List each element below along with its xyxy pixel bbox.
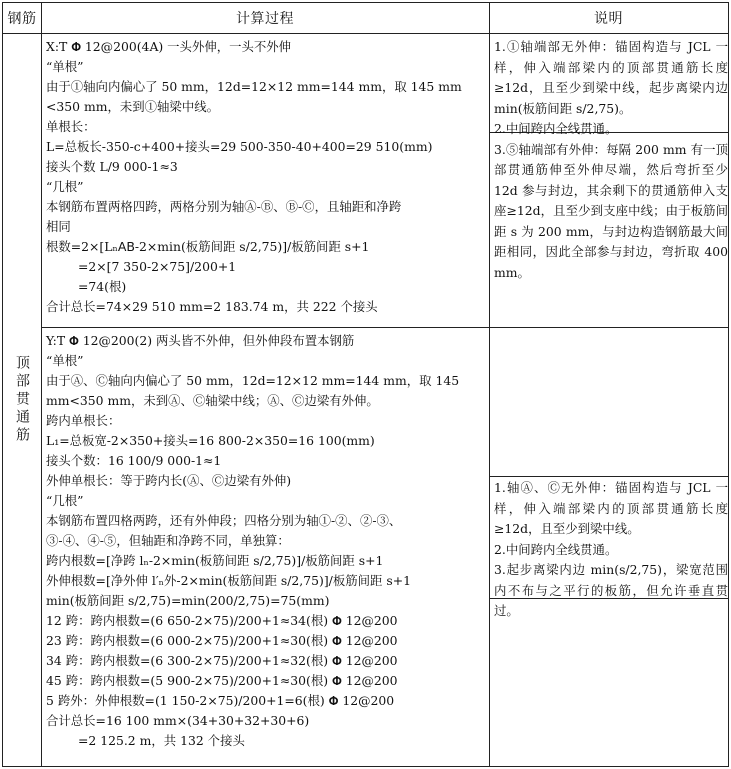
header-divider	[3, 33, 728, 34]
y-line: 跨内单根长：	[46, 413, 121, 428]
rebar-type-label: 顶部贯通筋	[14, 354, 30, 445]
note-start-line	[489, 476, 728, 477]
y-line: 23 跨：跨内根数=(6 000-2×75)/200+1≈30(根) 𝚽 12@200	[46, 633, 398, 648]
column-divider	[41, 3, 42, 766]
y-line: 34 跨：跨内根数=(6 300-2×75)/200+1≈32(根) 𝚽 12@200	[46, 653, 398, 668]
y-line: 外伸单根长：等于跨内长(Ⓐ、Ⓒ边梁有外伸)	[46, 473, 292, 488]
y-line: 跨内根数=[净跨 lₙ-2×min(板筋间距 s/2,75)]/板筋间距 s+1	[46, 553, 384, 568]
y-line: “几根”	[46, 493, 84, 508]
y-calculation	[46, 331, 486, 751]
y-note: 3.起步离梁内边 min(s/2,75)，梁宽范围内不布与之平行的板筋，但允许垂直贯过。	[494, 562, 728, 618]
x-line: “单根”	[46, 59, 84, 74]
y-line: 由于Ⓐ、Ⓒ轴向内偏心了 50 mm，12d=12×12 mm=144 mm，取 145	[46, 373, 460, 388]
y-line: 5 跨外：外伸根数=(1 150-2×75)/200+1=6(根) 𝚽 12@200	[46, 693, 395, 708]
y-line: 外伸根数=[净外伸 l′ₙ外-2×min(板筋间距 s/2,75)]/板筋间距 s+1	[46, 573, 411, 588]
x-line: 合计总长=74×29 510 mm=2 183.74 m，共 222 个接头	[46, 299, 378, 314]
y-note: 1.轴Ⓐ、Ⓒ无外伸：锚固构造与 JCL 一样，伸入端部梁内的顶部贯通筋长度≥12d，且至少到梁中线。	[494, 480, 728, 536]
x-calculation	[46, 37, 486, 317]
x-notes	[494, 37, 728, 283]
y-note: 2.中间跨内全线贯通。	[494, 541, 618, 557]
x-note: 3.⑤轴端部有外伸：每隔 200 mm 有一顶部贯通筋伸至外伸尽端，然后弯折至少 12d 参与封边，其余剩下的贯通筋伸入支座≥12d，且至少到支座中线；由于板筋间距 s 为 200 mm，与封边构造钢筋最大间距相同，因此全部参与封边，弯折取 400 mm。	[494, 141, 728, 280]
y-line: mm<350 mm，未到Ⓐ、Ⓒ轴梁中线；Ⓐ、Ⓒ边梁有外伸。	[46, 393, 379, 408]
x-line: 本钢筋布置两格四跨，两格分别为轴Ⓐ-Ⓑ、Ⓑ-Ⓒ，且轴距和净跨	[46, 199, 402, 214]
x-note: 1.①轴端部无外伸：锚固构造与 JCL 一样，伸入端部梁内的顶部贯通筋长度≥12d，且至少到梁中线，起步离梁内边 min(板筋间距 s/2,75)。	[494, 39, 728, 116]
y-line: min(板筋间距 s/2,75)=min(200/2,75)=75(mm)	[46, 593, 330, 608]
x-line: “几根”	[46, 179, 84, 194]
y-line: 45 跨：跨内根数=(5 900-2×75)/200+1≈30(根) 𝚽 12@200	[46, 673, 398, 688]
x-line: 相同	[46, 219, 71, 234]
x-line: 由于①轴向内偏心了 50 mm，12d=12×12 mm=144 mm，取 145 mm	[46, 79, 462, 94]
y-line: 本钢筋布置四格两跨，还有外伸段；四格分别为轴①-②、②-③、	[46, 513, 402, 528]
header-note: 说明	[594, 11, 623, 27]
x-line: 根数=2×[Lₙ𝖠𝖡-2×min(板筋间距 s/2,75)]/板筋间距 s+1	[46, 239, 370, 254]
y-line: “单根”	[46, 353, 84, 368]
x-line: L=总板长-350-c+400+接头=29 500-350-40+400=29 510(mm)	[46, 139, 433, 154]
header-rebar: 钢筋	[7, 11, 37, 27]
rebar-calculation-table	[2, 2, 729, 767]
x-line: =74(根)	[78, 279, 127, 294]
y-notes	[494, 478, 728, 622]
header-process: 计算过程	[236, 11, 294, 27]
y-line: 合计总长=16 100 mm×(34+30+32+30+6)	[46, 713, 310, 728]
y-line: 12 跨：跨内根数=(6 650-2×75)/200+1≈34(根) 𝚽 12@200	[46, 613, 398, 628]
y-line: ③-④、④-⑤，但轴距和净跨不同，单独算：	[46, 533, 290, 548]
y-line: =2 125.2 m，共 132 个接头	[78, 733, 245, 748]
y-line: L₁=总板宽-2×350+接头=16 800-2×350=16 100(mm)	[46, 433, 375, 448]
x-line: <350 mm，未到①轴梁中线。	[46, 99, 219, 114]
x-note: 2.中间跨内全线贯通。	[494, 121, 618, 136]
rebar-type-cell	[3, 33, 41, 766]
y-line: Y:T 𝚽 12@200(2) 两头皆不外伸，但外伸段布置本钢筋	[46, 333, 355, 348]
x-line: 单根长：	[46, 119, 96, 134]
column-divider	[489, 3, 490, 766]
section-divider	[41, 327, 728, 328]
x-line: 接头个数 L/9 000-1≈3	[46, 159, 178, 174]
x-line: X:T 𝚽 12@200(4A) 一头外伸，一头不外伸	[46, 39, 292, 54]
y-line: 接头个数：16 100/9 000-1≈1	[46, 453, 222, 468]
x-line: =2×[7 350-2×75]/200+1	[78, 259, 237, 274]
